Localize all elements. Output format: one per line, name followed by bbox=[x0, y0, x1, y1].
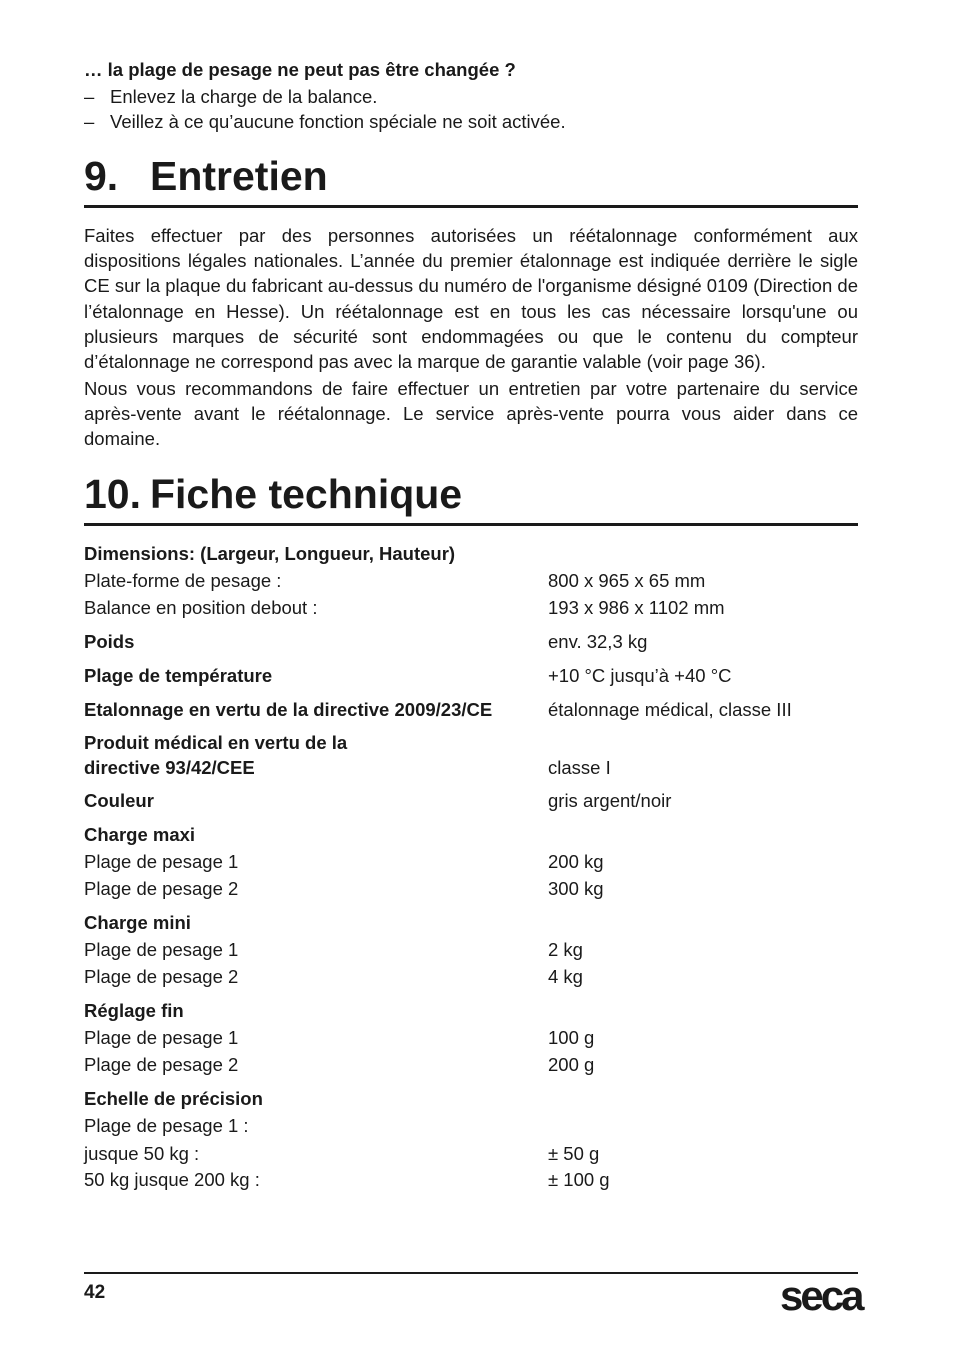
dash-bullet: – bbox=[84, 86, 95, 107]
spec-value: 300 kg bbox=[548, 878, 604, 899]
section-number: 9. bbox=[84, 153, 119, 199]
spec-row bbox=[84, 1167, 858, 1192]
seca-logo: seca bbox=[780, 1272, 862, 1319]
spec-label: Etalonnage en vertu de la directive 2009/23/CE bbox=[84, 699, 493, 720]
spec-value: 193 x 986 x 1102 mm bbox=[548, 597, 725, 618]
spec-label: Plage de pesage 2 bbox=[84, 878, 239, 899]
spec-label: Plage de pesage 2 bbox=[84, 1054, 239, 1075]
spec-row bbox=[84, 1140, 858, 1167]
spec-group-heading bbox=[84, 540, 858, 567]
spec-label: Plage de pesage 2 bbox=[84, 966, 239, 987]
spec-value: gris argent/noir bbox=[548, 790, 672, 811]
spec-value: +10 °C jusqu’à +40 °C bbox=[548, 665, 732, 686]
spec-group-heading bbox=[84, 821, 858, 848]
page-number: 42 bbox=[84, 1282, 106, 1303]
spec-row bbox=[84, 696, 858, 723]
spec-label: Plage de pesage 1 bbox=[84, 851, 239, 872]
spec-row bbox=[84, 730, 858, 755]
spec-label: directive 93/42/CEE bbox=[84, 757, 255, 778]
footer-divider bbox=[84, 1272, 858, 1274]
spec-label: Produit médical en vertu de la bbox=[84, 732, 348, 753]
spec-value: 200 kg bbox=[548, 851, 604, 872]
spec-label: Plage de pesage 1 : bbox=[84, 1115, 249, 1136]
spec-row bbox=[84, 1051, 858, 1078]
spec-label: Plage de pesage 1 bbox=[84, 939, 239, 960]
spec-value: étalonnage médical, classe III bbox=[548, 699, 792, 720]
section-title: Fiche technique bbox=[150, 471, 463, 517]
spec-label: Réglage fin bbox=[84, 1000, 184, 1021]
step-text: Veillez à ce qu’aucune fonction spéciale ne soit activée. bbox=[110, 111, 566, 132]
section-heading-maintenance bbox=[84, 154, 858, 208]
spec-row bbox=[84, 662, 858, 689]
spec-label: Plage de température bbox=[84, 665, 273, 686]
spec-label: Balance en position debout : bbox=[84, 597, 318, 618]
troubleshoot-heading: … la plage de pesage ne peut pas être changée ? bbox=[84, 59, 516, 80]
section-title: Entretien bbox=[150, 153, 328, 199]
troubleshoot-step bbox=[84, 86, 377, 108]
spec-group-heading bbox=[84, 909, 858, 936]
spec-label: Poids bbox=[84, 631, 135, 652]
spec-row bbox=[84, 594, 858, 621]
spec-label: Plate-forme de pesage : bbox=[84, 570, 282, 591]
maintenance-paragraph: Faites effectuer par des personnes autorisées un réétalonnage conformément aux dispositions légales nationales. L’année du premier étalonnage est indiquée derrière le sigle CE sur la plaque du fabricant au-dessus du numéro de l'organisme désigné 0109 (Direction de l’étalonnage en Hesse). Un réétalonnage est en tous les cas nécessaire lorsqu'une ou plusieurs marques de sécurité sont endommagées ou que le contenu du compteur d’étalonnage ne correspond pas avec la marque de garantie valable (voir page 36). bbox=[84, 225, 858, 373]
spec-row bbox=[84, 936, 858, 963]
spec-row bbox=[84, 1024, 858, 1051]
spec-value: ± 100 g bbox=[548, 1169, 610, 1190]
section-heading-technical-data bbox=[84, 472, 858, 526]
spec-value: 800 x 965 x 65 mm bbox=[548, 570, 706, 591]
spec-label: Dimensions: (Largeur, Longueur, Hauteur) bbox=[84, 543, 456, 564]
spec-row bbox=[84, 1112, 858, 1139]
spec-value: 4 kg bbox=[548, 966, 583, 987]
spec-label: jusque 50 kg : bbox=[84, 1143, 200, 1164]
spec-label: 50 kg jusque 200 kg : bbox=[84, 1169, 260, 1190]
troubleshoot-step bbox=[84, 111, 566, 133]
spec-group-heading bbox=[84, 1085, 858, 1112]
spec-row bbox=[84, 787, 858, 814]
spec-value: 100 g bbox=[548, 1027, 595, 1048]
spec-value: ± 50 g bbox=[548, 1143, 600, 1164]
spec-label: Couleur bbox=[84, 790, 154, 811]
maintenance-paragraph: Nous vous recommandons de faire effectuer un entretien par votre partenaire du service après-vente avant le réétalonnage. Le service après-vente pourra vous aider dans ce domaine. bbox=[84, 378, 858, 450]
spec-row bbox=[84, 628, 858, 655]
spec-value: classe I bbox=[548, 757, 611, 778]
spec-row bbox=[84, 567, 858, 594]
spec-row bbox=[84, 875, 858, 902]
spec-value: 200 g bbox=[548, 1054, 595, 1075]
spec-label: Charge mini bbox=[84, 912, 191, 933]
spec-value: 2 kg bbox=[548, 939, 583, 960]
spec-value: env. 32,3 kg bbox=[548, 631, 648, 652]
spec-label: Plage de pesage 1 bbox=[84, 1027, 239, 1048]
dash-bullet: – bbox=[84, 111, 95, 132]
spec-table bbox=[84, 540, 858, 1192]
spec-row bbox=[84, 755, 858, 780]
spec-row bbox=[84, 848, 858, 875]
step-text: Enlevez la charge de la balance. bbox=[110, 86, 378, 107]
spec-label: Charge maxi bbox=[84, 824, 196, 845]
spec-label: Echelle de précision bbox=[84, 1088, 263, 1109]
spec-group-heading bbox=[84, 997, 858, 1024]
section-number: 10. bbox=[84, 471, 141, 517]
spec-row bbox=[84, 963, 858, 990]
